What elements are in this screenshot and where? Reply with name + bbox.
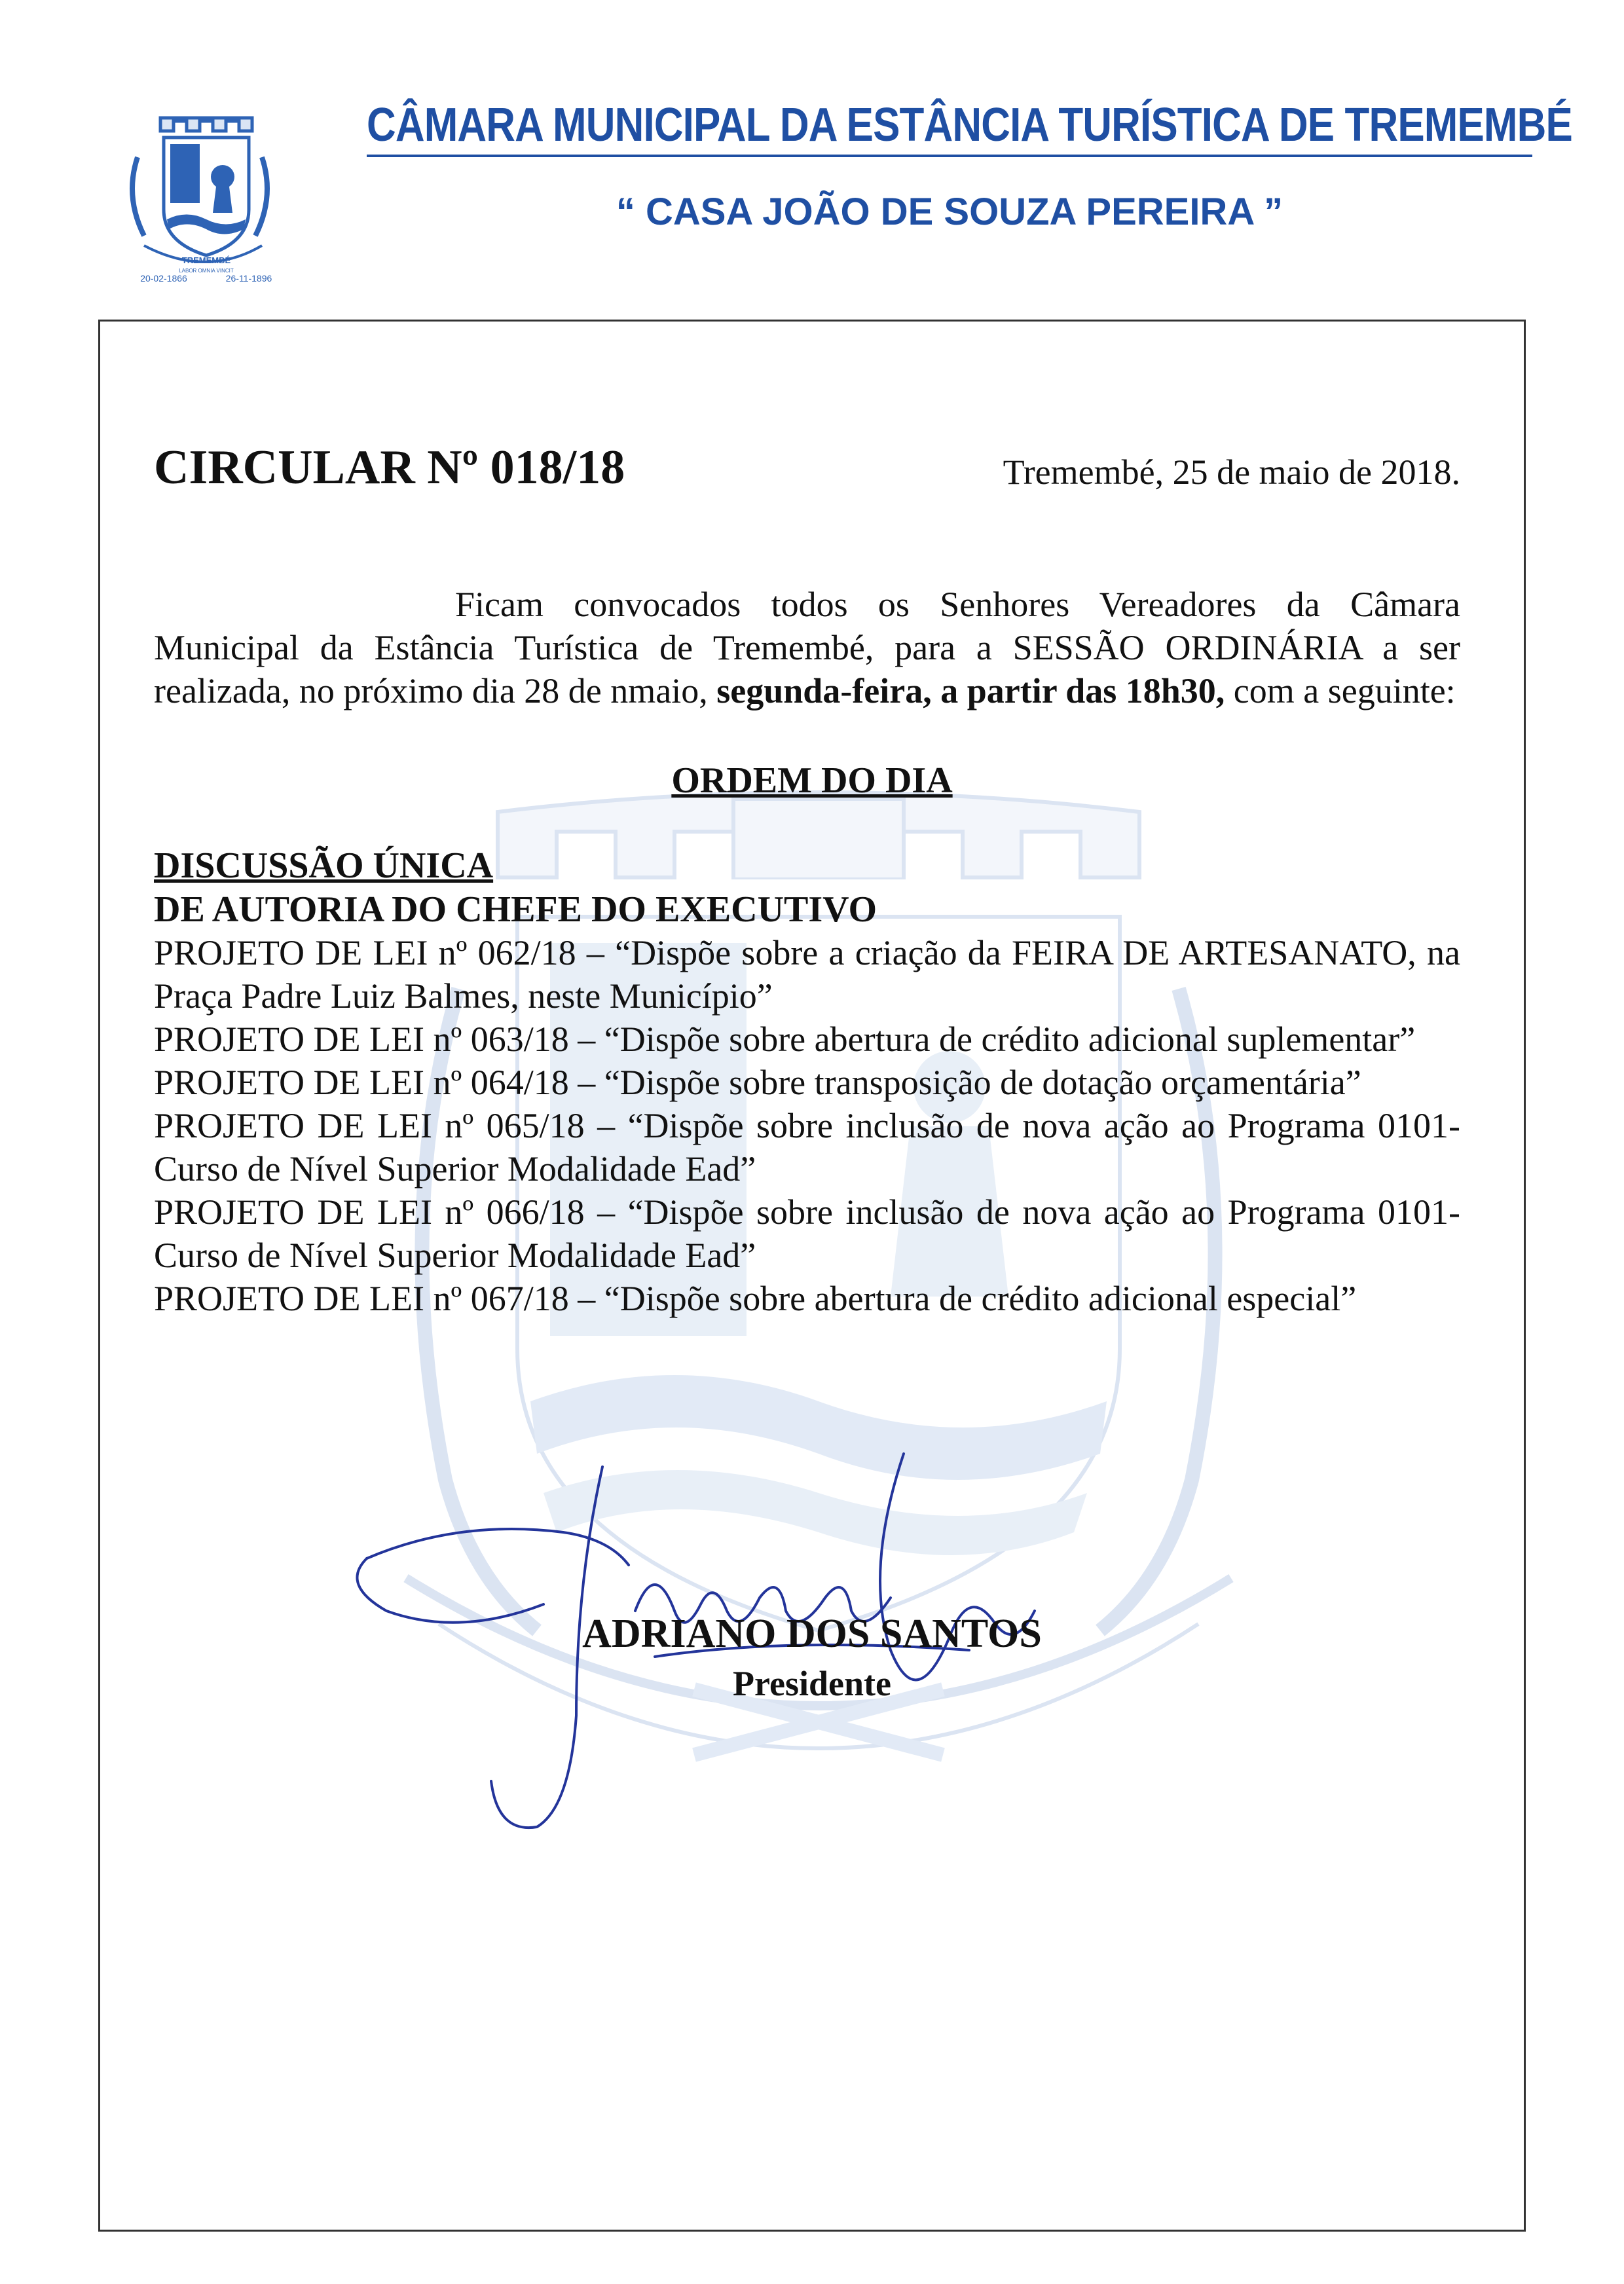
author-title: DE AUTORIA DO CHEFE DO EXECUTIVO (154, 889, 877, 930)
bill-item: PROJETO DE LEI nº 062/18 – “Dispõe sobre a criação da FEIRA DE ARTESANATO, na Praça Padre Luiz Balmes, neste Município” (154, 933, 1460, 1016)
agenda-title: ORDEM DO DIA (671, 760, 953, 801)
seal-motto-label: LABOR OMNIA VINCIT (179, 268, 234, 274)
signer-role: Presidente (733, 1664, 891, 1703)
coat-of-arms-logo (98, 98, 301, 295)
place-date: Tremembé, 25 de maio de 2018. (1003, 452, 1460, 492)
bill-item: PROJETO DE LEI nº 067/18 – “Dispõe sobre abertura de crédito adicional especial” (154, 1279, 1357, 1318)
signer-name: ADRIANO DOS SANTOS (582, 1612, 1042, 1656)
header-divider (367, 155, 1532, 157)
section-title: DISCUSSÃO ÚNICA (154, 845, 494, 886)
header-subtitle: “ CASA JOÃO DE SOUZA PEREIRA ” (616, 191, 1283, 233)
bill-list (154, 931, 1460, 1320)
seal-city-label: TREMEMBÉ (181, 255, 231, 265)
intro-text-end: com a seguinte: (1225, 671, 1456, 710)
circular-title: CIRCULAR Nº 018/18 (154, 441, 625, 494)
bill-item: PROJETO DE LEI nº 065/18 – “Dispõe sobre inclusão de nova ação ao Programa 0101- Curso de Nível Superior Modalidade Ead” (154, 1106, 1460, 1188)
bill-item: PROJETO DE LEI nº 066/18 – “Dispõe sobre inclusão de nova ação ao Programa 0101- Curso de Nível Superior Modalidade Ead” (154, 1192, 1460, 1275)
intro-text-start: Ficam convocados todos os Senhores Vereadores da Câmara Municipal da Estância Turística de Tremembé, para a SESSÃO ORDINÁRIA a ser realizada, no próximo dia 28 de nmaio, (154, 585, 1460, 710)
seal-date-left: 20-02-1866 (140, 273, 187, 284)
header-title: CÂMARA MUNICIPAL DA ESTÂNCIA TURÍSTICA DE TREMEMBÉ (367, 99, 1572, 151)
seal-date-right: 26-11-1896 (225, 273, 272, 284)
intro-paragraph (154, 583, 1460, 712)
bill-item: PROJETO DE LEI nº 063/18 – “Dispõe sobre abertura de crédito adicional suplementar” (154, 1020, 1416, 1059)
intro-text-bold: segunda-feira, a partir das 18h30, (716, 671, 1225, 710)
bill-item: PROJETO DE LEI nº 064/18 – “Dispõe sobre transposição de dotação orçamentária” (154, 1063, 1361, 1102)
